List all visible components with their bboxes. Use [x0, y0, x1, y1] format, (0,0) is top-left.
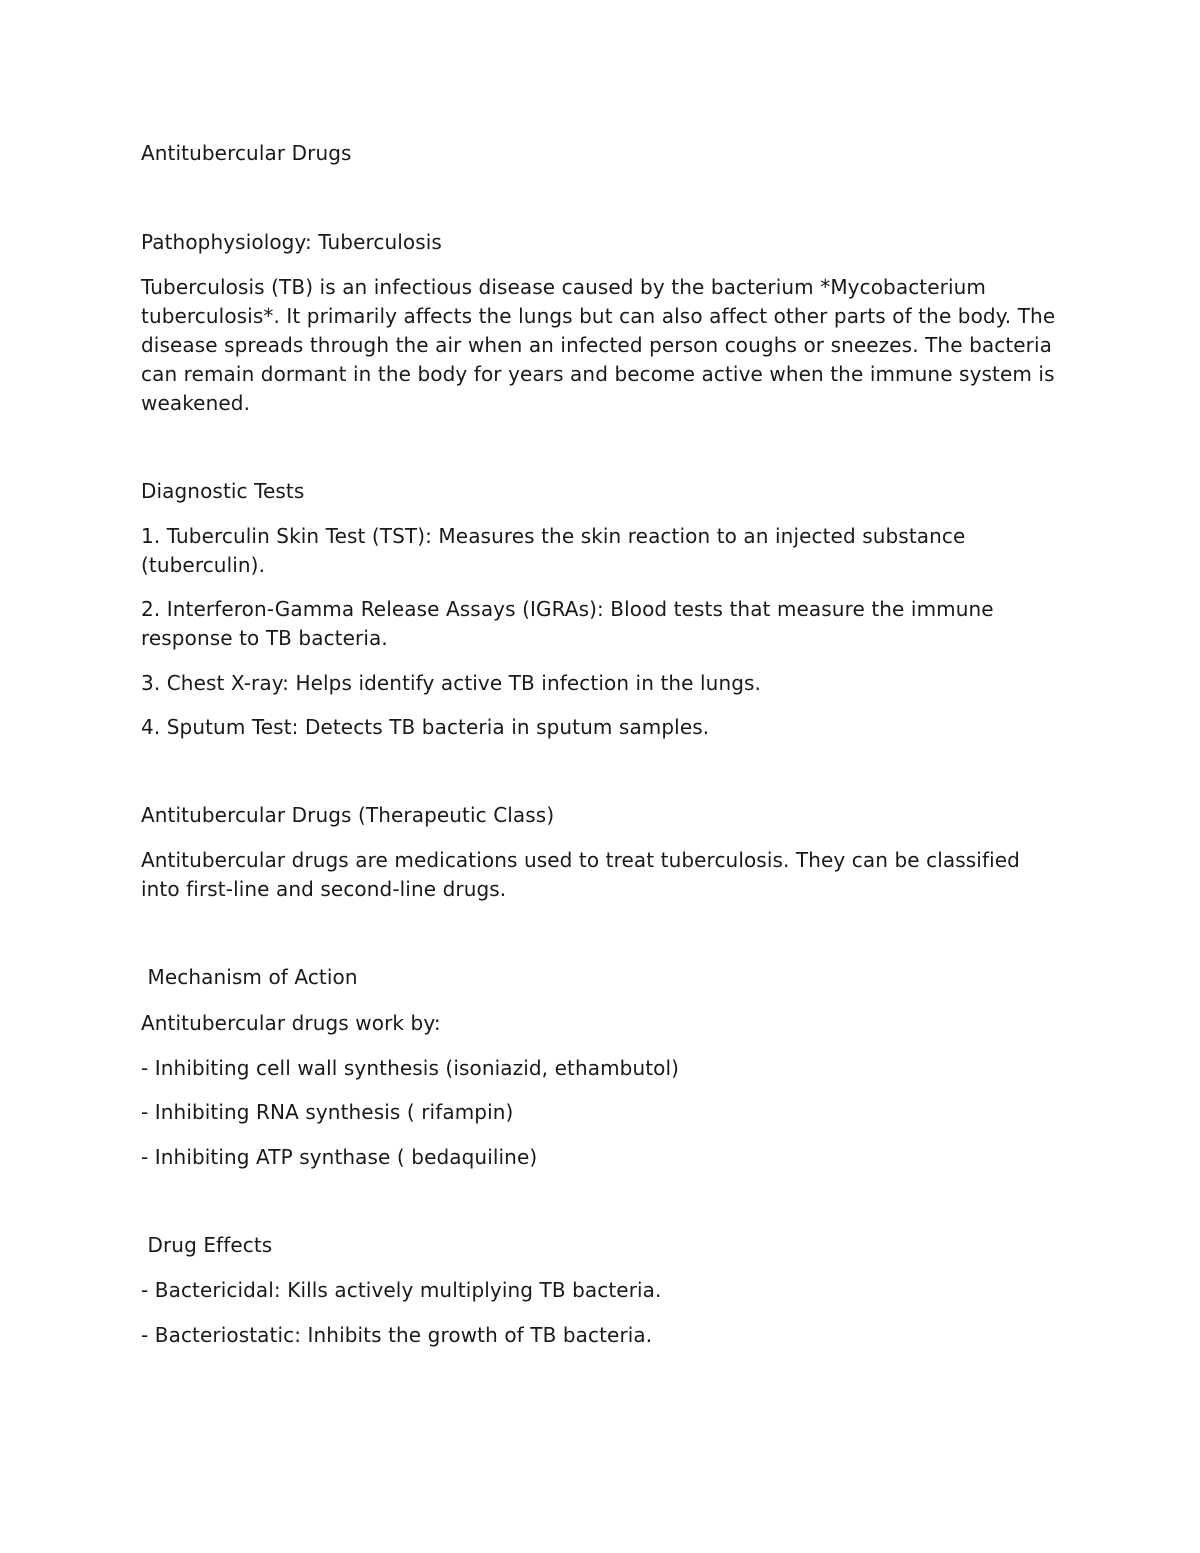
- diagnostic-test-item: 3. Chest X-ray: Helps identify active TB infection in the lungs.: [141, 671, 762, 695]
- section-heading-diagnostic-tests: Diagnostic Tests: [141, 479, 305, 503]
- therapeutic-class-paragraph: Antitubercular drugs are medications used to treat tuberculosis. They can be classified into first-line and second-line drugs.: [141, 848, 1027, 901]
- section-heading-drug-effects: Drug Effects: [141, 1233, 273, 1257]
- pathophysiology-paragraph: Tuberculosis (TB) is an infectious disease caused by the bacterium *Mycobacterium tuberculosis*. It primarily affects the lungs but can also affect other parts of the body. The disease spreads through the air when an infected person coughs or sneezes. The bacteria can remain dormant in the body for years and become active when the immune system is weakened.: [141, 275, 1062, 415]
- mechanism-item: - Inhibiting ATP synthase ( bedaquiline): [141, 1145, 538, 1169]
- section-heading-therapeutic-class: Antitubercular Drugs (Therapeutic Class): [141, 803, 555, 827]
- mechanism-intro: Antitubercular drugs work by:: [141, 1011, 441, 1035]
- document-title: Antitubercular Drugs: [141, 141, 352, 165]
- diagnostic-test-item: 2. Interferon-Gamma Release Assays (IGRAs): Blood tests that measure the immune response to TB bacteria.: [141, 597, 1001, 650]
- section-heading-mechanism: Mechanism of Action: [141, 965, 358, 989]
- drug-effect-item: - Bacteriostatic: Inhibits the growth of TB bacteria.: [141, 1323, 653, 1347]
- section-heading-pathophysiology: Pathophysiology: Tuberculosis: [141, 230, 442, 254]
- mechanism-item: - Inhibiting RNA synthesis ( rifampin): [141, 1100, 514, 1124]
- diagnostic-test-item: 4. Sputum Test: Detects TB bacteria in sputum samples.: [141, 715, 710, 739]
- mechanism-item: - Inhibiting cell wall synthesis (isoniazid, ethambutol): [141, 1056, 680, 1080]
- drug-effect-item: - Bactericidal: Kills actively multiplying TB bacteria.: [141, 1278, 662, 1302]
- diagnostic-test-item: 1. Tuberculin Skin Test (TST): Measures the skin reaction to an injected substance (tuberculin).: [141, 524, 972, 577]
